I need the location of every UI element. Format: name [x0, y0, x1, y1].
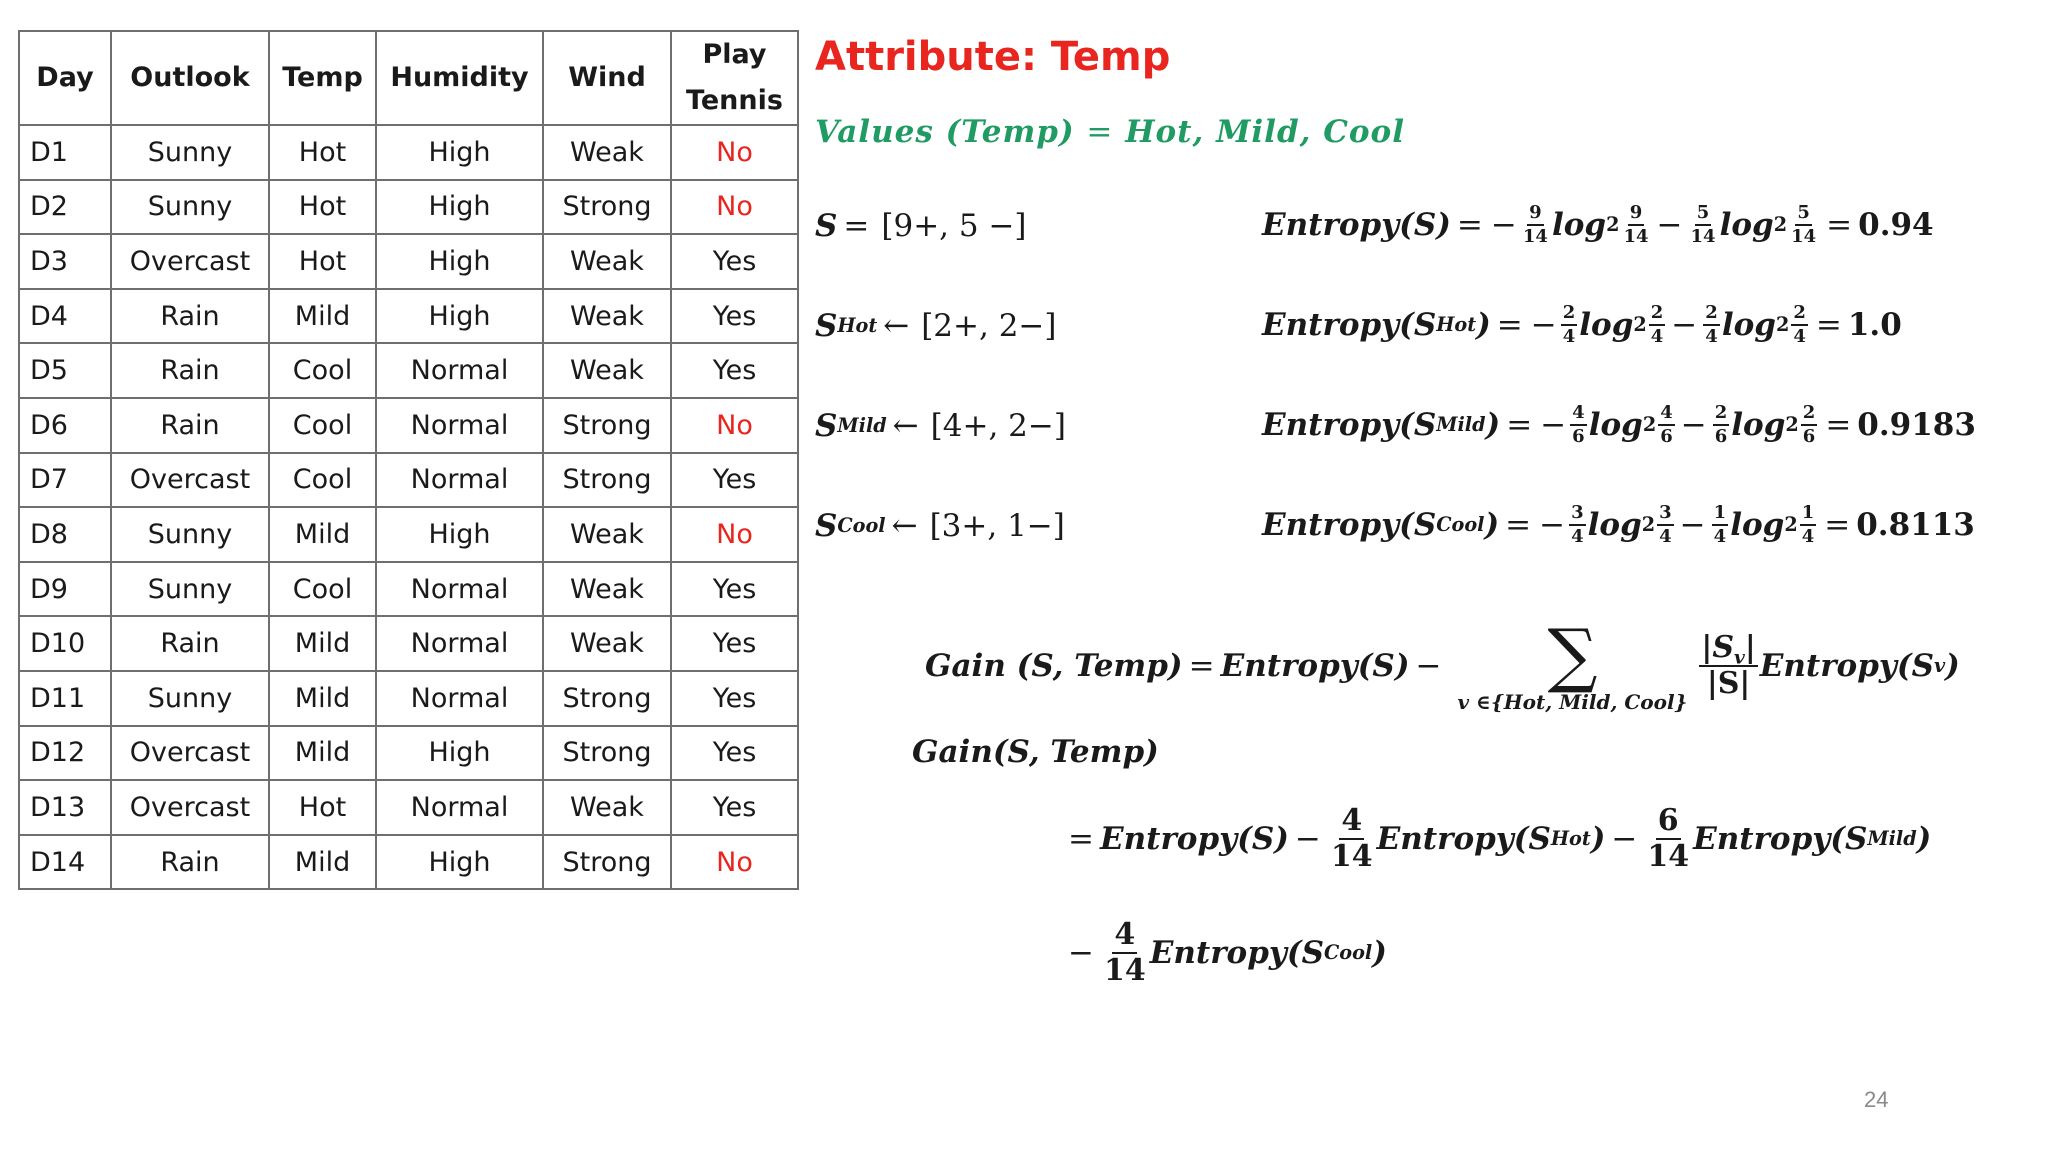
table-cell-temp: Cool	[269, 398, 376, 453]
table-cell-day: D11	[19, 671, 111, 726]
fraction-den: 4	[1571, 526, 1584, 547]
fraction-num: 2	[1791, 304, 1808, 326]
table-cell-wind: Strong	[543, 726, 671, 781]
column-header-humidity: Humidity	[376, 31, 543, 125]
fraction-den: 4	[1705, 326, 1718, 347]
table-cell-day: D8	[19, 507, 111, 562]
table-cell-humidity: Normal	[376, 343, 543, 398]
table-cell-outlook: Overcast	[111, 453, 269, 508]
column-header-play-tennis: Play Tennis	[671, 31, 798, 125]
exp-frac-hot-den: 14	[1330, 839, 1373, 874]
entropy-equation: Entropy(S) = − $\frac{9}{14}$ log 2 $\frac{9}{14}$ − $\frac{5}{14}$ log 2 $\frac{5}{14}$ = 0.94	[1262, 202, 1934, 247]
table-cell-humidity: Normal	[376, 671, 543, 726]
fraction-den: 6	[1802, 426, 1816, 447]
fraction	[1801, 404, 1818, 446]
table-cell-play-tennis: Yes	[671, 671, 798, 726]
fraction-num: 2	[1561, 304, 1578, 326]
entropy-equation: Entropy(S Hot ) = − $\frac{2}{4}$ log 2 $\frac{2}{4}$ − $\frac{2}{4}$ log 2 $\frac{2}{4}$ = 1.0	[1262, 302, 1902, 347]
set-op: ←	[883, 308, 910, 344]
ratio-den: |S|	[1706, 666, 1751, 701]
entropy-result: 0.9183	[1857, 407, 1976, 443]
table-cell-humidity: High	[376, 726, 543, 781]
summation: ∑ v ∈{Hot, Mild, Cool}	[1457, 614, 1688, 714]
gain-expansion-2: − $\frac{4}{14}$ Entropy(S Cool )	[1068, 917, 1387, 988]
fraction	[1569, 504, 1586, 546]
fraction-den: 14	[1522, 226, 1548, 247]
table-cell-play-tennis: Yes	[671, 780, 798, 835]
table-cell-day: D10	[19, 616, 111, 671]
table-cell-wind: Weak	[543, 289, 671, 344]
table-cell-outlook: Rain	[111, 835, 269, 890]
table-cell-outlook: Rain	[111, 398, 269, 453]
table-cell-day: D5	[19, 343, 111, 398]
fraction-num: 5	[1795, 204, 1812, 226]
gain-entropy-sv: Entropy(S	[1759, 648, 1934, 684]
table-cell-outlook: Sunny	[111, 671, 269, 726]
table-cell-outlook: Overcast	[111, 726, 269, 781]
table-cell-day: D6	[19, 398, 111, 453]
fraction	[1570, 404, 1587, 446]
set-value: [3+, 1−]	[929, 508, 1065, 544]
table-cell-wind: Weak	[543, 125, 671, 180]
fraction	[1800, 504, 1817, 546]
fraction-num: 3	[1569, 504, 1586, 526]
fraction-den: 14	[1623, 226, 1649, 247]
table-cell-outlook: Sunny	[111, 507, 269, 562]
table-cell-play-tennis: Yes	[671, 343, 798, 398]
column-header-wind: Wind	[543, 31, 671, 125]
fraction-den: 4	[1650, 326, 1664, 347]
values-eq: =	[1086, 114, 1114, 150]
entropy-result: 1.0	[1847, 307, 1902, 343]
table-cell-day: D13	[19, 780, 111, 835]
column-header-day: Day	[19, 31, 111, 125]
gain-entropy-s: Entropy(S)	[1220, 648, 1410, 684]
table-cell-outlook: Sunny	[111, 125, 269, 180]
table-row	[19, 671, 798, 726]
fraction-num: 2	[1713, 404, 1730, 426]
table-cell-wind: Weak	[543, 507, 671, 562]
column-header-temp: Temp	[269, 31, 376, 125]
values-definition	[815, 114, 1405, 150]
exp-frac-mild	[1645, 803, 1691, 874]
table-cell-outlook: Rain	[111, 343, 269, 398]
table-cell-outlook: Rain	[111, 289, 269, 344]
table-cell-temp: Hot	[269, 125, 376, 180]
entropy-label: Entropy(S	[1262, 407, 1437, 443]
log-label: log	[1730, 507, 1785, 543]
table-row	[19, 507, 798, 562]
table-cell-wind: Strong	[543, 398, 671, 453]
table-cell-temp: Mild	[269, 507, 376, 562]
table-cell-wind: Strong	[543, 180, 671, 235]
fraction-num: 2	[1703, 304, 1720, 326]
table-row	[19, 125, 798, 180]
fraction-den: 4	[1562, 326, 1576, 347]
table-row	[19, 398, 798, 453]
table-row	[19, 835, 798, 890]
table-cell-outlook: Overcast	[111, 780, 269, 835]
fraction-den: 14	[1791, 226, 1817, 247]
fraction	[1712, 504, 1729, 546]
set-s-hot: S Hot ← [2+, 2−]	[815, 308, 1057, 344]
table-cell-play-tennis: Yes	[671, 562, 798, 617]
gain-label	[912, 734, 1159, 770]
table-cell-play-tennis: Yes	[671, 289, 798, 344]
fraction-num: 3	[1657, 504, 1674, 526]
exp-frac-cool	[1102, 917, 1148, 988]
table-cell-wind: Strong	[543, 835, 671, 890]
exp-frac-cool-den: 14	[1103, 953, 1146, 988]
page-number: 24	[1864, 1087, 1889, 1112]
table-cell-temp: Hot	[269, 234, 376, 289]
set-op: ←	[892, 408, 919, 444]
fraction	[1791, 304, 1808, 346]
ratio-num: |S	[1701, 630, 1734, 665]
ratio-num-sub: v	[1734, 647, 1745, 669]
table-cell-wind: Strong	[543, 671, 671, 726]
fraction-num: 1	[1712, 504, 1729, 526]
table-cell-wind: Weak	[543, 343, 671, 398]
gain-formula: Gain (S, Temp) = Entropy(S) − ∑ v ∈{Hot, Mild, Cool} $\frac{|S_v|}{|S|}$ Entropy(S v )	[925, 614, 1960, 714]
fraction-den: 6	[1660, 426, 1673, 447]
table-cell-humidity: High	[376, 125, 543, 180]
table-cell-humidity: Normal	[376, 453, 543, 508]
gain-lhs: Gain (S, Temp)	[925, 648, 1183, 684]
set-lhs: S	[815, 408, 838, 444]
table-row	[19, 562, 798, 617]
table-row	[19, 453, 798, 508]
table-header-row	[19, 31, 798, 125]
table-cell-temp: Mild	[269, 726, 376, 781]
exp-frac-hot-num: 4	[1341, 803, 1363, 838]
table-cell-day: D1	[19, 125, 111, 180]
log-label: log	[1551, 207, 1607, 243]
exp-frac-mild-den: 14	[1647, 839, 1690, 874]
exp-entropy-cool: Entropy(S	[1149, 935, 1324, 971]
entropy-equation: Entropy(S Mild ) = − $\frac{4}{6}$ log 2 $\frac{4}{6}$ − $\frac{2}{6}$ log 2 $\frac{2}{6}$ = 0.9183	[1262, 402, 1976, 447]
fraction-den: 6	[1572, 426, 1585, 447]
fraction	[1703, 304, 1720, 346]
fraction	[1689, 204, 1718, 246]
table-cell-temp: Cool	[269, 343, 376, 398]
table-cell-humidity: Normal	[376, 562, 543, 617]
entropy-label: Entropy(S)	[1262, 207, 1451, 243]
set-value: [2+, 2−]	[921, 308, 1057, 344]
fraction	[1649, 304, 1666, 346]
fraction-num: 4	[1570, 404, 1587, 426]
table-cell-play-tennis: Yes	[671, 616, 798, 671]
fraction-den: 6	[1714, 426, 1728, 447]
table-cell-humidity: High	[376, 835, 543, 890]
table-cell-play-tennis: No	[671, 398, 798, 453]
table-cell-temp: Mild	[269, 616, 376, 671]
table-cell-outlook: Sunny	[111, 562, 269, 617]
table-cell-humidity: Normal	[376, 780, 543, 835]
table-cell-humidity: High	[376, 289, 543, 344]
size-ratio: $\frac{|S_v|}{|S|}$	[1701, 630, 1756, 701]
table-cell-day: D9	[19, 562, 111, 617]
values-rhs: Hot, Mild, Cool	[1125, 114, 1406, 150]
table-cell-play-tennis: No	[671, 835, 798, 890]
table-row	[19, 234, 798, 289]
fraction	[1789, 204, 1818, 246]
table-cell-outlook: Overcast	[111, 234, 269, 289]
table-cell-day: D14	[19, 835, 111, 890]
fraction-den: 4	[1793, 326, 1806, 347]
fraction	[1658, 404, 1675, 446]
log-label: log	[1579, 307, 1634, 343]
gain-expansion-1: = Entropy(S) − $\frac{4}{14}$ Entropy(S Hot ) − $\frac{6}{14}$ Entropy(S Mild )	[1068, 803, 1932, 874]
table-row	[19, 616, 798, 671]
gain-label-text: Gain(S, Temp)	[912, 734, 1159, 770]
column-header-outlook: Outlook	[111, 31, 269, 125]
table-row	[19, 726, 798, 781]
fraction-num: 1	[1800, 504, 1817, 526]
fraction-num: 4	[1658, 404, 1675, 426]
table-cell-play-tennis: Yes	[671, 726, 798, 781]
exp-entropy-hot: Entropy(S	[1376, 821, 1551, 857]
table-cell-day: D12	[19, 726, 111, 781]
set-op: =	[843, 208, 870, 244]
fraction-num: 5	[1695, 204, 1712, 226]
exp-frac-cool-num: 4	[1114, 917, 1136, 952]
set-s-mild: S Mild ← [4+, 2−]	[815, 408, 1066, 444]
table-cell-humidity: High	[376, 234, 543, 289]
entropy-label: Entropy(S	[1262, 507, 1437, 543]
table-cell-wind: Weak	[543, 562, 671, 617]
fraction-num: 2	[1649, 304, 1666, 326]
table-cell-temp: Mild	[269, 671, 376, 726]
set-op: ←	[891, 508, 918, 544]
log-label: log	[1721, 307, 1776, 343]
exp-frac-mild-num: 6	[1657, 803, 1679, 838]
table-cell-outlook: Rain	[111, 616, 269, 671]
fraction-num: 9	[1628, 204, 1645, 226]
table-cell-outlook: Sunny	[111, 180, 269, 235]
table-row	[19, 180, 798, 235]
fraction	[1521, 204, 1550, 246]
table-cell-humidity: Normal	[376, 398, 543, 453]
table-row	[19, 289, 798, 344]
table-cell-play-tennis: No	[671, 180, 798, 235]
table-cell-temp: Cool	[269, 453, 376, 508]
table-cell-play-tennis: Yes	[671, 234, 798, 289]
log-label: log	[1731, 407, 1786, 443]
set-value: [9+, 5 −]	[881, 208, 1027, 244]
slide-title: Attribute: Temp	[815, 34, 1171, 80]
play-tennis-table	[18, 30, 799, 890]
summation-index: v ∈{Hot, Mild, Cool}	[1457, 690, 1688, 714]
entropy-equation: Entropy(S Cool ) = − $\frac{3}{4}$ log 2 $\frac{3}{4}$ − $\frac{1}{4}$ log 2 $\frac{1}{4}$ = 0.8113	[1262, 502, 1975, 547]
exp-frac-hot	[1329, 803, 1375, 874]
set-lhs: S	[815, 308, 838, 344]
exp-entropy-s: Entropy(S)	[1099, 821, 1289, 857]
log-label: log	[1587, 507, 1642, 543]
table-row	[19, 343, 798, 398]
set-lhs: S	[815, 208, 838, 244]
table-cell-humidity: High	[376, 507, 543, 562]
fraction-num: 9	[1527, 204, 1544, 226]
table-cell-temp: Mild	[269, 289, 376, 344]
set-lhs: S	[815, 508, 838, 544]
table-cell-wind: Weak	[543, 234, 671, 289]
table-cell-play-tennis: No	[671, 125, 798, 180]
fraction-den: 4	[1713, 526, 1727, 547]
table-cell-temp: Hot	[269, 180, 376, 235]
table-cell-temp: Mild	[269, 835, 376, 890]
log-label: log	[1588, 407, 1643, 443]
set-s	[815, 208, 1033, 244]
table-cell-day: D7	[19, 453, 111, 508]
fraction-num: 2	[1801, 404, 1818, 426]
fraction	[1713, 404, 1730, 446]
entropy-result: 0.8113	[1856, 507, 1975, 543]
entropy-result: 0.94	[1858, 207, 1934, 243]
fraction-den: 4	[1659, 526, 1672, 547]
entropy-label: Entropy(S	[1262, 307, 1437, 343]
fraction	[1561, 304, 1578, 346]
table-cell-play-tennis: Yes	[671, 453, 798, 508]
values-lhs: Values (Temp)	[815, 114, 1075, 150]
table-cell-day: D2	[19, 180, 111, 235]
set-value: [4+, 2−]	[930, 408, 1066, 444]
table-cell-day: D4	[19, 289, 111, 344]
table-cell-day: D3	[19, 234, 111, 289]
fraction	[1657, 504, 1674, 546]
fraction-den: 14	[1690, 226, 1716, 247]
table-cell-play-tennis: No	[671, 507, 798, 562]
table-cell-wind: Weak	[543, 616, 671, 671]
log-label: log	[1719, 207, 1774, 243]
set-s-cool: S Cool ← [3+, 1−]	[815, 508, 1065, 544]
table-cell-wind: Weak	[543, 780, 671, 835]
fraction	[1621, 204, 1650, 246]
fraction-den: 4	[1801, 526, 1815, 547]
table-cell-temp: Hot	[269, 780, 376, 835]
table-cell-temp: Cool	[269, 562, 376, 617]
table-cell-humidity: Normal	[376, 616, 543, 671]
table-cell-wind: Strong	[543, 453, 671, 508]
table-cell-humidity: High	[376, 180, 543, 235]
table-row	[19, 780, 798, 835]
exp-entropy-mild: Entropy(S	[1693, 821, 1868, 857]
